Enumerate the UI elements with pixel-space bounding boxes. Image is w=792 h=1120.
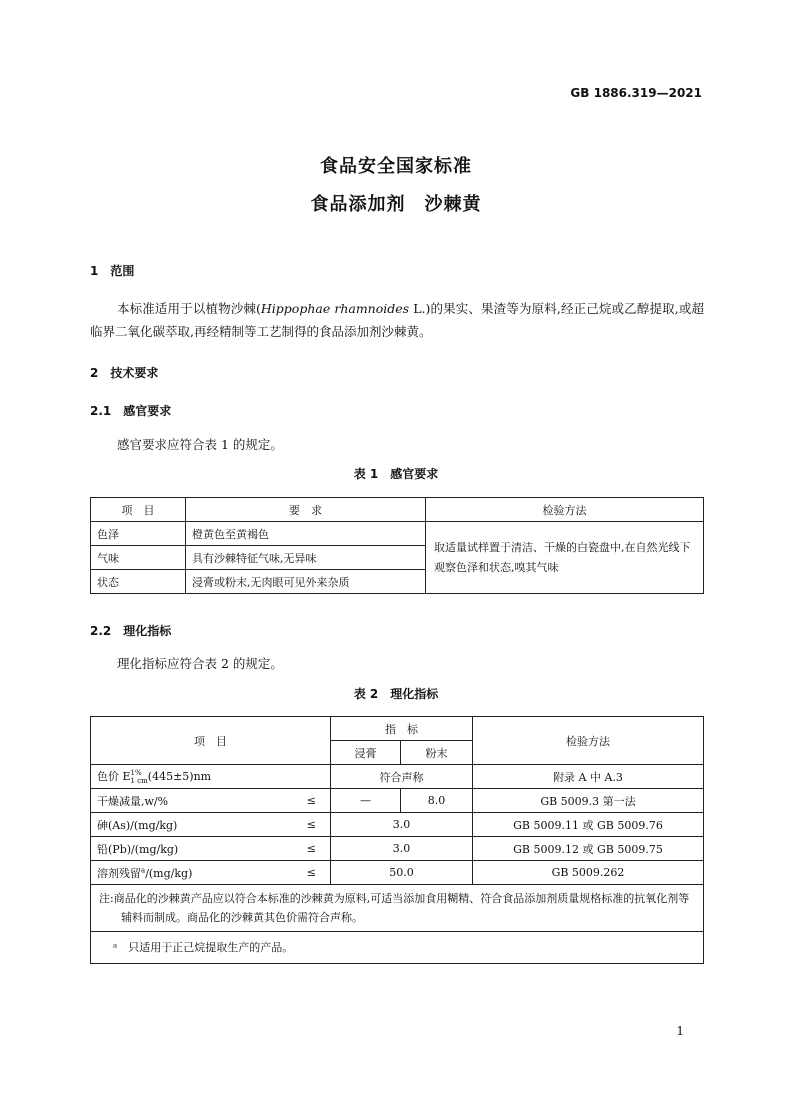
table-1-header-item: 项 目 [91,498,186,522]
table-2-item: 砷(As)/(mg/kg) [91,813,261,837]
table-2-powder-value: 8.0 [401,789,473,813]
table-1-requirement: 浸膏或粉末,无肉眼可见外来杂质 [186,570,426,594]
item-sup: 1% [130,769,142,777]
table-2-item: 铅(Pb)/(mg/kg) [91,837,261,861]
section-2-1-text: 感官要求应符合表 1 的规定。 [117,437,283,452]
item-label: 溶剂残留 [97,866,141,880]
table-2-symbol: ≤ [261,861,331,885]
table-row [91,765,704,789]
table-2-header-method: 检验方法 [473,717,704,765]
section-2-heading: 2 技术要求 [90,366,159,380]
section-2-2-text: 理化指标应符合表 2 的规定。 [117,656,283,671]
table-2-header-item: 项 目 [91,717,331,765]
table-1-requirement: 具有沙棘特征气味,无异味 [186,546,426,570]
table-row [91,789,704,813]
table-1-caption: 表 1 感官要求 [353,467,439,481]
table-2-header-index: 指 标 [331,717,473,741]
table-1-item: 气味 [91,546,186,570]
latin-name: Hippophae rhamnoides [260,301,410,316]
table-1-header-method: 检验方法 [426,498,704,522]
table-2-symbol: ≤ [261,789,331,813]
table-2-extract-value: — [331,789,401,813]
table-2-symbol: ≤ [261,813,331,837]
table-2 [90,716,704,964]
section-2-2-heading: 2.2 理化指标 [90,624,172,638]
section-1-text-a: 本标准适用于以植物沙棘( [117,301,261,316]
table-2-item: 干燥减量,w/% [91,789,261,813]
item-suffix: (445±5)nm [147,770,212,783]
section-1-text-b: L.)的果实、果渣等为原料,经正己烷或乙醇提取,或超临界二氧化碳萃取,再经精制等工艺制得的食品添加剂沙棘黄。 [90,301,704,339]
table-2-method: GB 5009.12 或 GB 5009.75 [473,837,704,861]
table-2-method: GB 5009.262 [473,861,704,885]
page-number: 1 [676,1024,684,1038]
table-2-item [91,765,331,789]
table-2-note: 注:商品化的沙棘黄产品应以符合本标准的沙棘黄为原料,可适当添加食用糊精、符合食品添加剂质量规格标准的抗氧化剂等辅料而制成。商品化的沙棘黄其色价需符合声称。 [91,885,704,932]
table-2-method: GB 5009.3 第一法 [473,789,704,813]
item-label: 色价 E [97,770,131,783]
table-1 [90,497,704,594]
standard-code: GB 1886.319—2021 [570,86,702,100]
table-row [91,861,704,885]
table-2-value: 符合声称 [331,765,473,789]
item-sub: 1 cm [130,777,148,785]
table-row [91,813,704,837]
table-1-requirement: 橙黄色至黄褐色 [186,522,426,546]
table-2-footnote: ᵃ 只适用于正己烷提取生产的产品。 [91,932,704,964]
item-suffix: /(mg/kg) [145,866,193,880]
section-1-heading: 1 范围 [90,264,135,278]
table-1-item: 色泽 [91,522,186,546]
table-2-header-powder: 粉末 [401,741,473,765]
table-row [91,837,704,861]
title-line-1: 食品安全国家标准 [320,156,472,177]
table-1-header-requirement: 要 求 [186,498,426,522]
table-2-method: GB 5009.11 或 GB 5009.76 [473,813,704,837]
table-2-caption: 表 2 理化指标 [353,687,439,701]
title-line-2: 食品添加剂 沙棘黄 [310,194,482,215]
table-2-method: 附录 A 中 A.3 [473,765,704,789]
item-sup: a [141,865,146,874]
table-1-item: 状态 [91,570,186,594]
table-2-symbol: ≤ [261,837,331,861]
table-2-value: 3.0 [331,837,473,861]
table-2-value: 50.0 [331,861,473,885]
section-1-paragraph [90,297,704,343]
table-row [91,522,704,546]
table-2-item [91,861,261,885]
table-2-header-extract: 浸膏 [331,741,401,765]
table-1-method: 取适量试样置于清洁、干燥的白瓷盘中,在自然光线下观察色泽和状态,嗅其气味 [426,522,704,594]
table-2-value: 3.0 [331,813,473,837]
section-2-1-heading: 2.1 感官要求 [90,404,172,418]
